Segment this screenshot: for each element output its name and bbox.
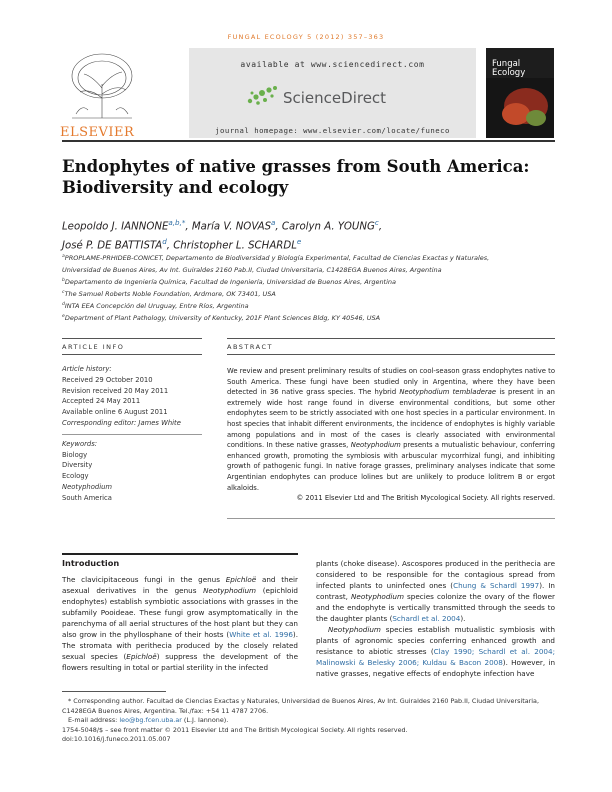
author-3: , Carolyn A. YOUNG	[275, 221, 375, 233]
article-title	[62, 156, 555, 198]
footnote-rule	[62, 691, 166, 692]
keyword: Diversity	[62, 461, 93, 470]
author-3-affil[interactable]: c	[374, 218, 379, 227]
affiliation-item: $^a$PROPLAME-PRHIDEB-CONICET, Departamento de Biodiversidad y Biología Experimental, Facultad de Ciencias Exactas y Naturales,	[62, 254, 490, 263]
keyword: Neotyphodium	[62, 482, 113, 491]
affiliation-item: $^e$Department of Plant Pathology, University of Kentucky, 201F Plant Sciences Bldg, KY 40546, USA	[62, 313, 381, 322]
history-item: Available online 6 August 2011	[62, 408, 168, 417]
keywords-divider	[62, 434, 202, 435]
intro-right-column	[316, 558, 555, 679]
history-item: Revision received 20 May 2011	[62, 386, 169, 395]
intro-rule	[62, 553, 298, 555]
history-item: Accepted 24 May 2011	[62, 397, 141, 406]
email-link[interactable]: leo@bg.fcen.uba.ar	[119, 716, 182, 725]
keywords-label: Keywords:	[62, 439, 98, 448]
history-item: Received 29 October 2010	[62, 375, 153, 384]
corresponding-author-note: * Corresponding author. Facultad de Ciencias Exactas y Naturales, Universidad de Buenos Aires, Av Int. Guiraldes 2160 Pab.II, Ciudad Universitaria, C1428EGA Buenos Aires, Argentina. Tel./fax: +54 11 4787 2706.	[62, 697, 539, 715]
footnotes	[62, 697, 555, 745]
affiliation-item: $^b$Departamento de Ingeniería Química, Facultad de Ingeniería, Universidad de Buenos Aires, Argentina	[62, 277, 397, 287]
article-info	[62, 355, 202, 504]
author-1-affil[interactable]: a,b,*	[168, 218, 186, 227]
abstract-end-rule	[227, 518, 555, 519]
abstract-rule	[227, 338, 555, 339]
intro-paragraph: plants (choke disease). Ascospores produced in the perithecia are considered to be responsible for the contagious spread from infected plants to uninfected ones (Chung & Schardl 1997). In contrast, Neotyphodium species colonize the ovary of the flower and the endophyte is vertically transmitted through the seeds to the daughter plants (Schardl et al. 2004).	[316, 559, 555, 623]
email-note: E-mail address: leo@bg.fcen.uba.ar (L.J. Iannone).	[68, 716, 229, 725]
affiliation-item: Universidad de Buenos Aires, Av Int. Guiraldes 2160 Pab.II, Ciudad Universitaria, C1428EGA Buenos Aires, Argentina	[62, 266, 442, 275]
abstract-body: We review and present preliminary results of studies on cool-season grass endophytes native to South America. These fungi have been studied only in Argentina, where they have been detected in 36 native grass species. The hybrid Neotyphodium tembladerae is present in an extremely wide host range found in diverse environmental conditions, but some other endophytes seem to be strictly associated with one host species in a particular environment. In host species that inhabit different environments, the incidence of endophytes is highly variable among populations and in most of the cases is clearly associated with environmental conditions. In these native grasses, Neotyphodium presents a mutualistic behaviour, conferring enhanced growth, promoting the symbiosis with arbuscular mycorrhizal fungi, and inhibiting growth of pathogenic fungi. In native forage grasses, preliminary analyses indicate that some Argentinian endophytes can produce lolines but are unlikely to produce lolitrem B or ergot alkaloids. © 2011 Elsevier Ltd and The British Mycological Society. All rights reserved.	[227, 367, 555, 503]
copyright-notice: © 2011 Elsevier Ltd and The British Mycological Society. All rights reserved.	[296, 494, 555, 503]
author-4: José P. DE BATTISTA	[62, 240, 163, 252]
journal-cover	[486, 48, 554, 138]
elsevier-tree-logo	[62, 48, 142, 136]
section-heading-introduction: Introduction	[62, 558, 120, 568]
abstract-rule-2	[227, 354, 555, 355]
keyword: South America	[62, 493, 112, 502]
publisher-name: ELSEVIER	[60, 125, 135, 140]
article-info-rule	[62, 338, 202, 339]
sciencedirect-wordmark: ScienceDirect	[283, 89, 387, 107]
author-1: Leopoldo J. IANNONE	[62, 221, 169, 233]
journal-homepage: journal homepage: www.elsevier.com/locate/funeco	[215, 126, 450, 135]
history-label: Article history:	[62, 365, 112, 373]
article-info-heading: ARTICLE INFO	[62, 343, 125, 351]
front-matter-note: 1754-5048/$ – see front matter © 2011 Elsevier Ltd and The British Mycological Society. All rights reserved.	[62, 725, 408, 734]
author-2: , María V. NOVAS	[185, 221, 272, 233]
author-2-affil[interactable]: a	[271, 218, 276, 227]
journal-citation: FUNGAL ECOLOGY 5 (2012) 357–363	[227, 33, 385, 41]
author-4-affil[interactable]: d	[162, 237, 167, 247]
keyword: Biology	[62, 450, 88, 459]
available-at-text: available at www.sciencedirect.com	[240, 60, 425, 69]
author-5: , Christopher L. SCHARDL	[166, 240, 297, 252]
abstract-heading: ABSTRACT	[227, 343, 273, 351]
cover-title: Fungal Ecology	[492, 59, 526, 78]
affiliation-item: $^c$The Samuel Roberts Noble Foundation, Ardmore, OK 73401, USA	[62, 289, 276, 299]
author-5-affil[interactable]: e	[296, 237, 302, 247]
author-list: Leopoldo J. $IANNONE^{a,b,*}$, María V. NOVAS$^a$, Carolyn A. YOUNG$^c$, José P. DE BATTISTA$^d$, Christopher L. SCHARDL$^e$	[62, 218, 383, 252]
corresponding-editor: Corresponding editor: James White	[62, 418, 181, 427]
doi-link[interactable]: doi:10.1016/j.funeco.2011.05.007	[62, 735, 171, 744]
header-rule	[62, 140, 555, 142]
affiliation-item: $^d$INTA EEA Concepción del Uruguay, Entre Ríos, Argentina	[62, 301, 249, 310]
title-line-1: Endophytes of native grasses from South America:	[62, 157, 530, 176]
keyword: Ecology	[62, 472, 89, 481]
intro-left-column: The clavicipitaceous fungi in the genus Epichloë and their asexual derivatives in the genus Neotyphodium (epichloid endophytes) establish symbiotic associations with grasses in the subfamily Pooideae. These fungi grow asymptomatically in the parenchyma of all aerial structures of the host plant but they can also grow in the phyllosphane of their hosts (White et al. 1996). The stromata with perithecia produced by the closely related sexual species (Epichloë) suppress the development of the flowers resulting in total or partial sterility in the infected	[62, 575, 299, 672]
intro-paragraph: Neotyphodium species establish mutualistic symbiosis with plants of agronomic species conferring enhanced growth and resistance to abiotic stresses (Clay 1990; Schardl et al. 2004; Malinowski & Belesky 2006; Kuldau & Bacon 2008). However, in native grasses, negative effects of endophyte infection have	[316, 625, 555, 678]
title-line-2: Biodiversity and ecology	[62, 178, 289, 197]
affiliations	[62, 252, 555, 324]
sciencedirect-dots-icon	[246, 83, 280, 109]
